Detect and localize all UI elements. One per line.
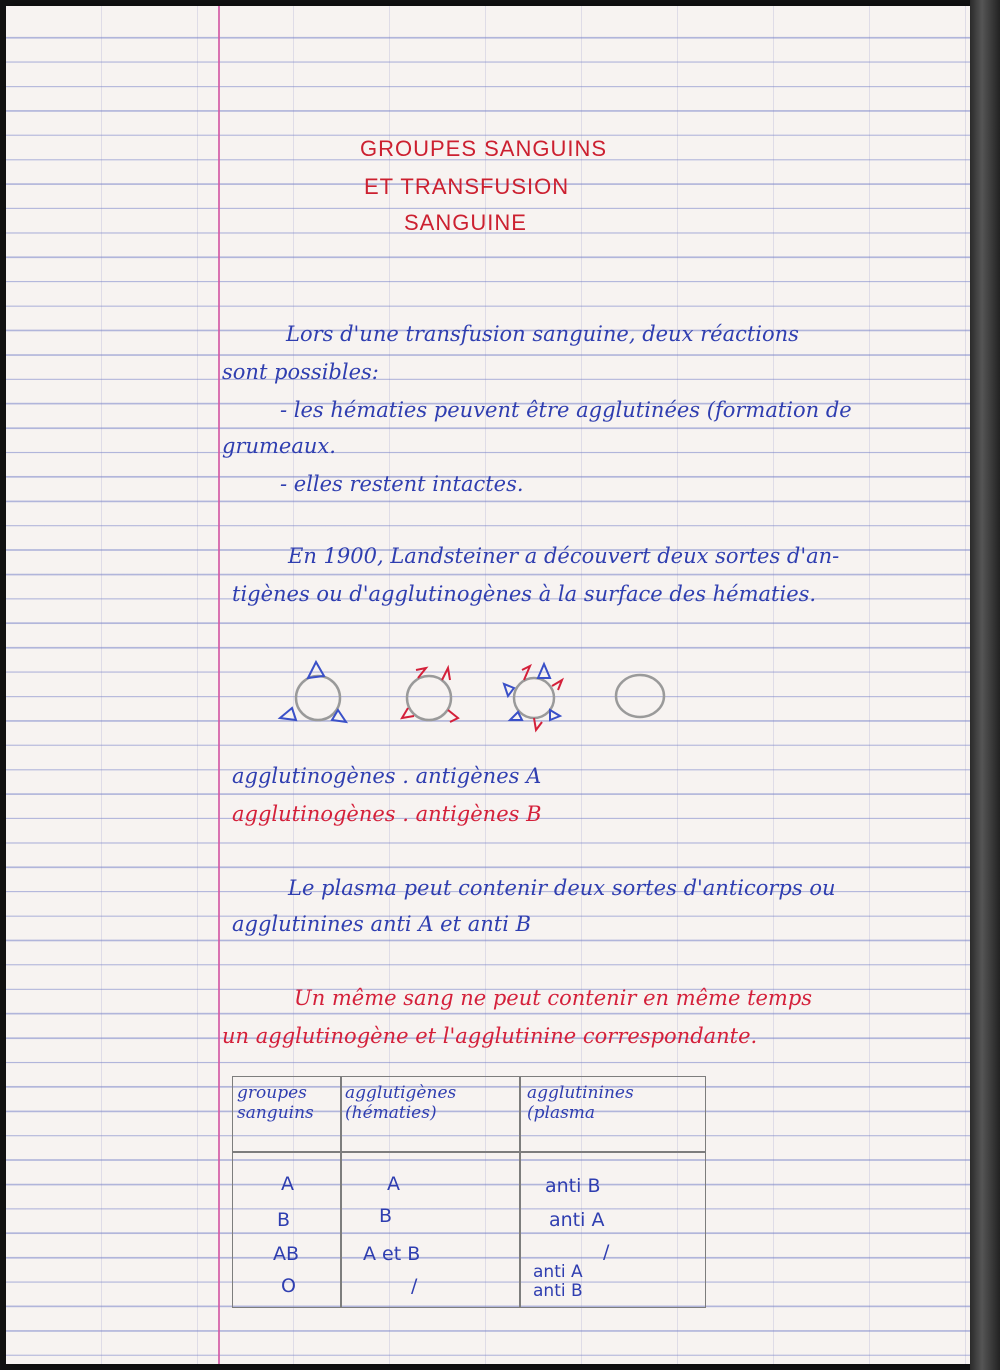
title-line-1: GROUPES SANGUINS (360, 136, 608, 161)
hematies-diagram (266, 656, 686, 736)
table-cell-group: A (281, 1173, 294, 1195)
paragraph2-line1: En 1900, Landsteiner a découvert deux sortes d'an- (288, 544, 840, 568)
hematie-antigen-a-drawing (280, 662, 346, 722)
table-header-agglutinogenes: agglutigènes (hématies) (345, 1083, 457, 1123)
table-header-divider (233, 1151, 705, 1153)
table-header-agglutinines: agglutinines (plasma (527, 1083, 634, 1123)
paragraph4-line1: Un même sang ne peut contenir en même temps (294, 986, 813, 1010)
paragraph2-line2: tigènes ou d'agglutinogènes à la surface des hématies. (232, 582, 817, 606)
legend-antigen-a: agglutinogènes . antigènes A (232, 764, 542, 788)
paragraph3-line2: agglutinines anti A et anti B (232, 912, 532, 936)
table-cell-agglutinogen: A et B (363, 1243, 421, 1265)
hematie-plain-drawing (616, 675, 664, 717)
table-cell-group: AB (273, 1243, 300, 1265)
table-cell-agglutinogen: / (411, 1275, 418, 1297)
margin-line (218, 6, 220, 1364)
paragraph3-line1: Le plasma peut contenir deux sortes d'anticorps ou (288, 876, 836, 900)
legend-antigen-b: agglutinogènes . antigènes B (232, 802, 542, 826)
notebook-page (6, 6, 970, 1364)
paragraph1-line1: Lors d'une transfusion sanguine, deux réactions (286, 322, 799, 346)
blood-group-table (232, 1076, 706, 1308)
paragraph1-line5: - elles restent intactes. (280, 472, 524, 496)
paragraph1-line4: grumeaux. (222, 434, 336, 458)
table-column-divider-1 (340, 1077, 342, 1307)
paragraph1-line2: sont possibles: (222, 360, 379, 384)
hematie-antigen-b-drawing (402, 668, 458, 722)
paragraph4-line2: un agglutinogène et l'agglutinine correspondante. (222, 1024, 758, 1048)
table-cell-agglutinin: anti A (549, 1209, 605, 1231)
table-cell-agglutinin: / (603, 1241, 610, 1263)
table-cell-group: B (277, 1209, 291, 1231)
table-column-divider-2 (519, 1077, 521, 1307)
title-line-3: SANGUINE (404, 210, 527, 235)
notebook-spine (970, 0, 1000, 1370)
table-cell-agglutinogen: B (379, 1205, 393, 1227)
title-line-2: ET TRANSFUSION (364, 174, 570, 199)
hematie-antigen-ab-drawing (504, 664, 562, 730)
table-cell-agglutinogen: A (387, 1173, 400, 1195)
table-cell-group: O (281, 1275, 296, 1297)
table-cell-agglutinin: anti B (545, 1175, 601, 1197)
paragraph1-line3: - les hématies peuvent être agglutinées (formation de (280, 398, 852, 422)
table-header-groupes: groupes sanguins (237, 1083, 314, 1123)
table-cell-agglutinin-o: anti A anti B (533, 1262, 583, 1301)
